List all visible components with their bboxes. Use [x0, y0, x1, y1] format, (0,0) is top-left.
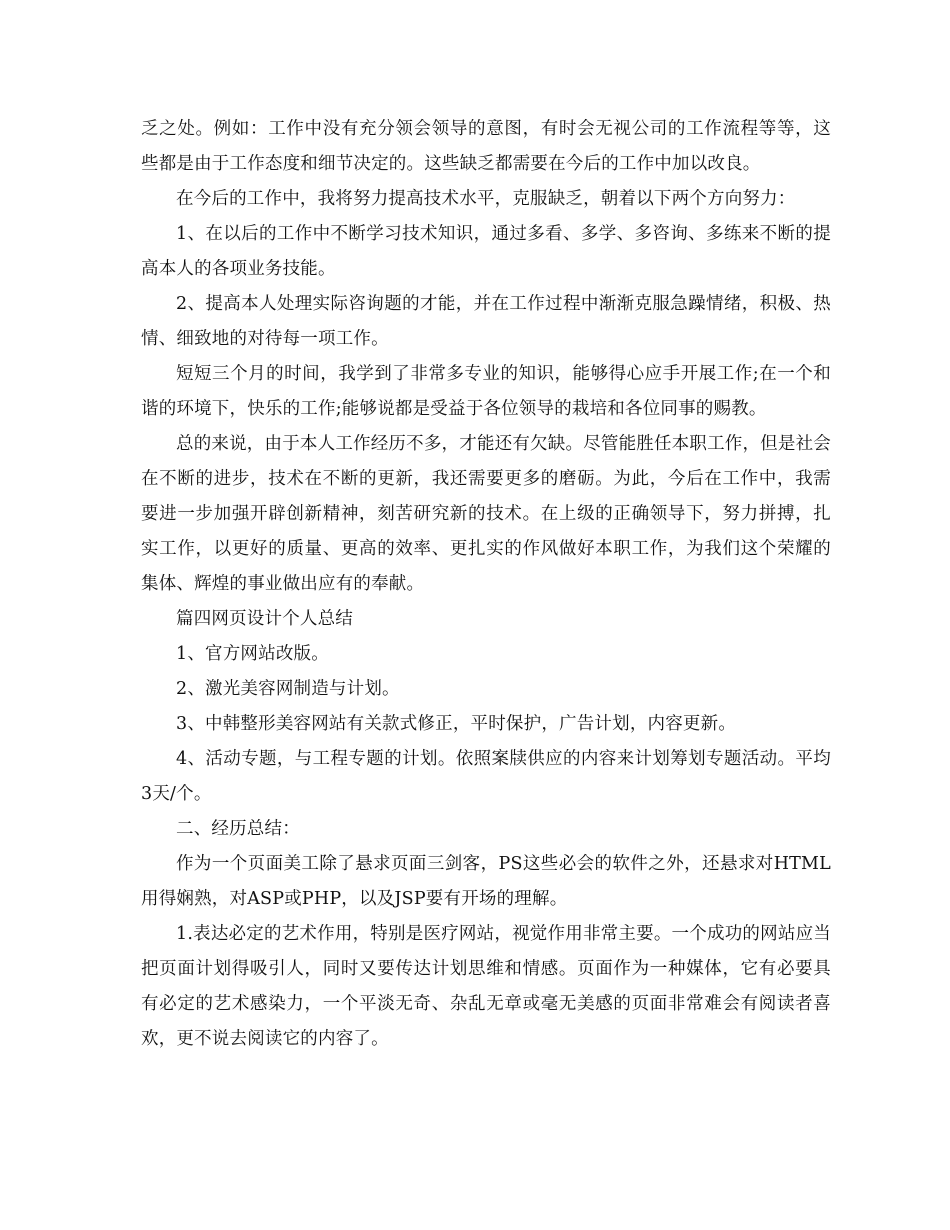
list-item: 1、官方网站改版。	[176, 644, 329, 664]
paragraph: 作为一个页面美工除了悬求页面三剑客，PS这些必会的软件之外，还悬求对HTML用得娴熟，对ASP或PHP，以及JSP要有开场的理解。	[141, 854, 831, 909]
list-item: 3、中韩整形美容网站有关款式修正，平时保护，广告计划，内容更新。	[176, 714, 737, 734]
paragraph: 1、在以后的工作中不断学习技术知识，通过多看、多学、多咨询、多练来不断的提高本人的各项业务技能。	[141, 224, 831, 279]
document-body	[141, 112, 831, 1057]
paragraph: 总的来说，由于本人工作经历不多，才能还有欠缺。尽管能胜任本职工作，但是社会在不断的进步，技术在不断的更新，我还需要更多的磨砺。为此，今后在工作中，我需要进一步加强开辟创新精神，刻苦研究新的技术。在上级的正确领导下，努力拼搏，扎实工作，以更好的质量、更高的效率、更扎实的作风做好本职工作，为我们这个荣耀的集体、辉煌的事业做出应有的奉献。	[141, 434, 831, 594]
paragraph: 在今后的工作中，我将努力提高技术水平，克服缺乏，朝着以下两个方向努力：	[176, 189, 796, 209]
paragraph: 2、提高本人处理实际咨询题的才能，并在工作过程中渐渐克服急躁情绪，积极、热情、细致地的对待每一项工作。	[141, 294, 831, 349]
paragraph: 1.表达必定的艺术作用，特别是医疗网站，视觉作用非常主要。一个成功的网站应当把页面计划得吸引人，同时又要传达计划思维和情感。页面作为一种媒体，它有必要具有必定的艺术感染力，一个平淡无奇、杂乱无章或毫无美感的页面非常难会有阅读者喜欢，更不说去阅读它的内容了。	[141, 924, 831, 1049]
section-heading: 篇四网页设计个人总结	[176, 609, 353, 629]
list-item: 4、活动专题，与工程专题的计划。依照案牍供应的内容来计划筹划专题活动。平均3天/个。	[141, 749, 831, 804]
paragraph: 短短三个月的时间，我学到了非常多专业的知识，能够得心应手开展工作;在一个和谐的环境下，快乐的工作;能够说都是受益于各位领导的栽培和各位同事的赐教。	[141, 364, 831, 419]
list-item: 2、激光美容网制造与计划。	[176, 679, 400, 699]
paragraph: 乏之处。例如：工作中没有充分领会领导的意图，有时会无视公司的工作流程等等，这些都是由于工作态度和细节决定的。这些缺乏都需要在今后的工作中加以改良。	[141, 119, 831, 174]
section-heading: 二、经历总结：	[176, 819, 300, 839]
